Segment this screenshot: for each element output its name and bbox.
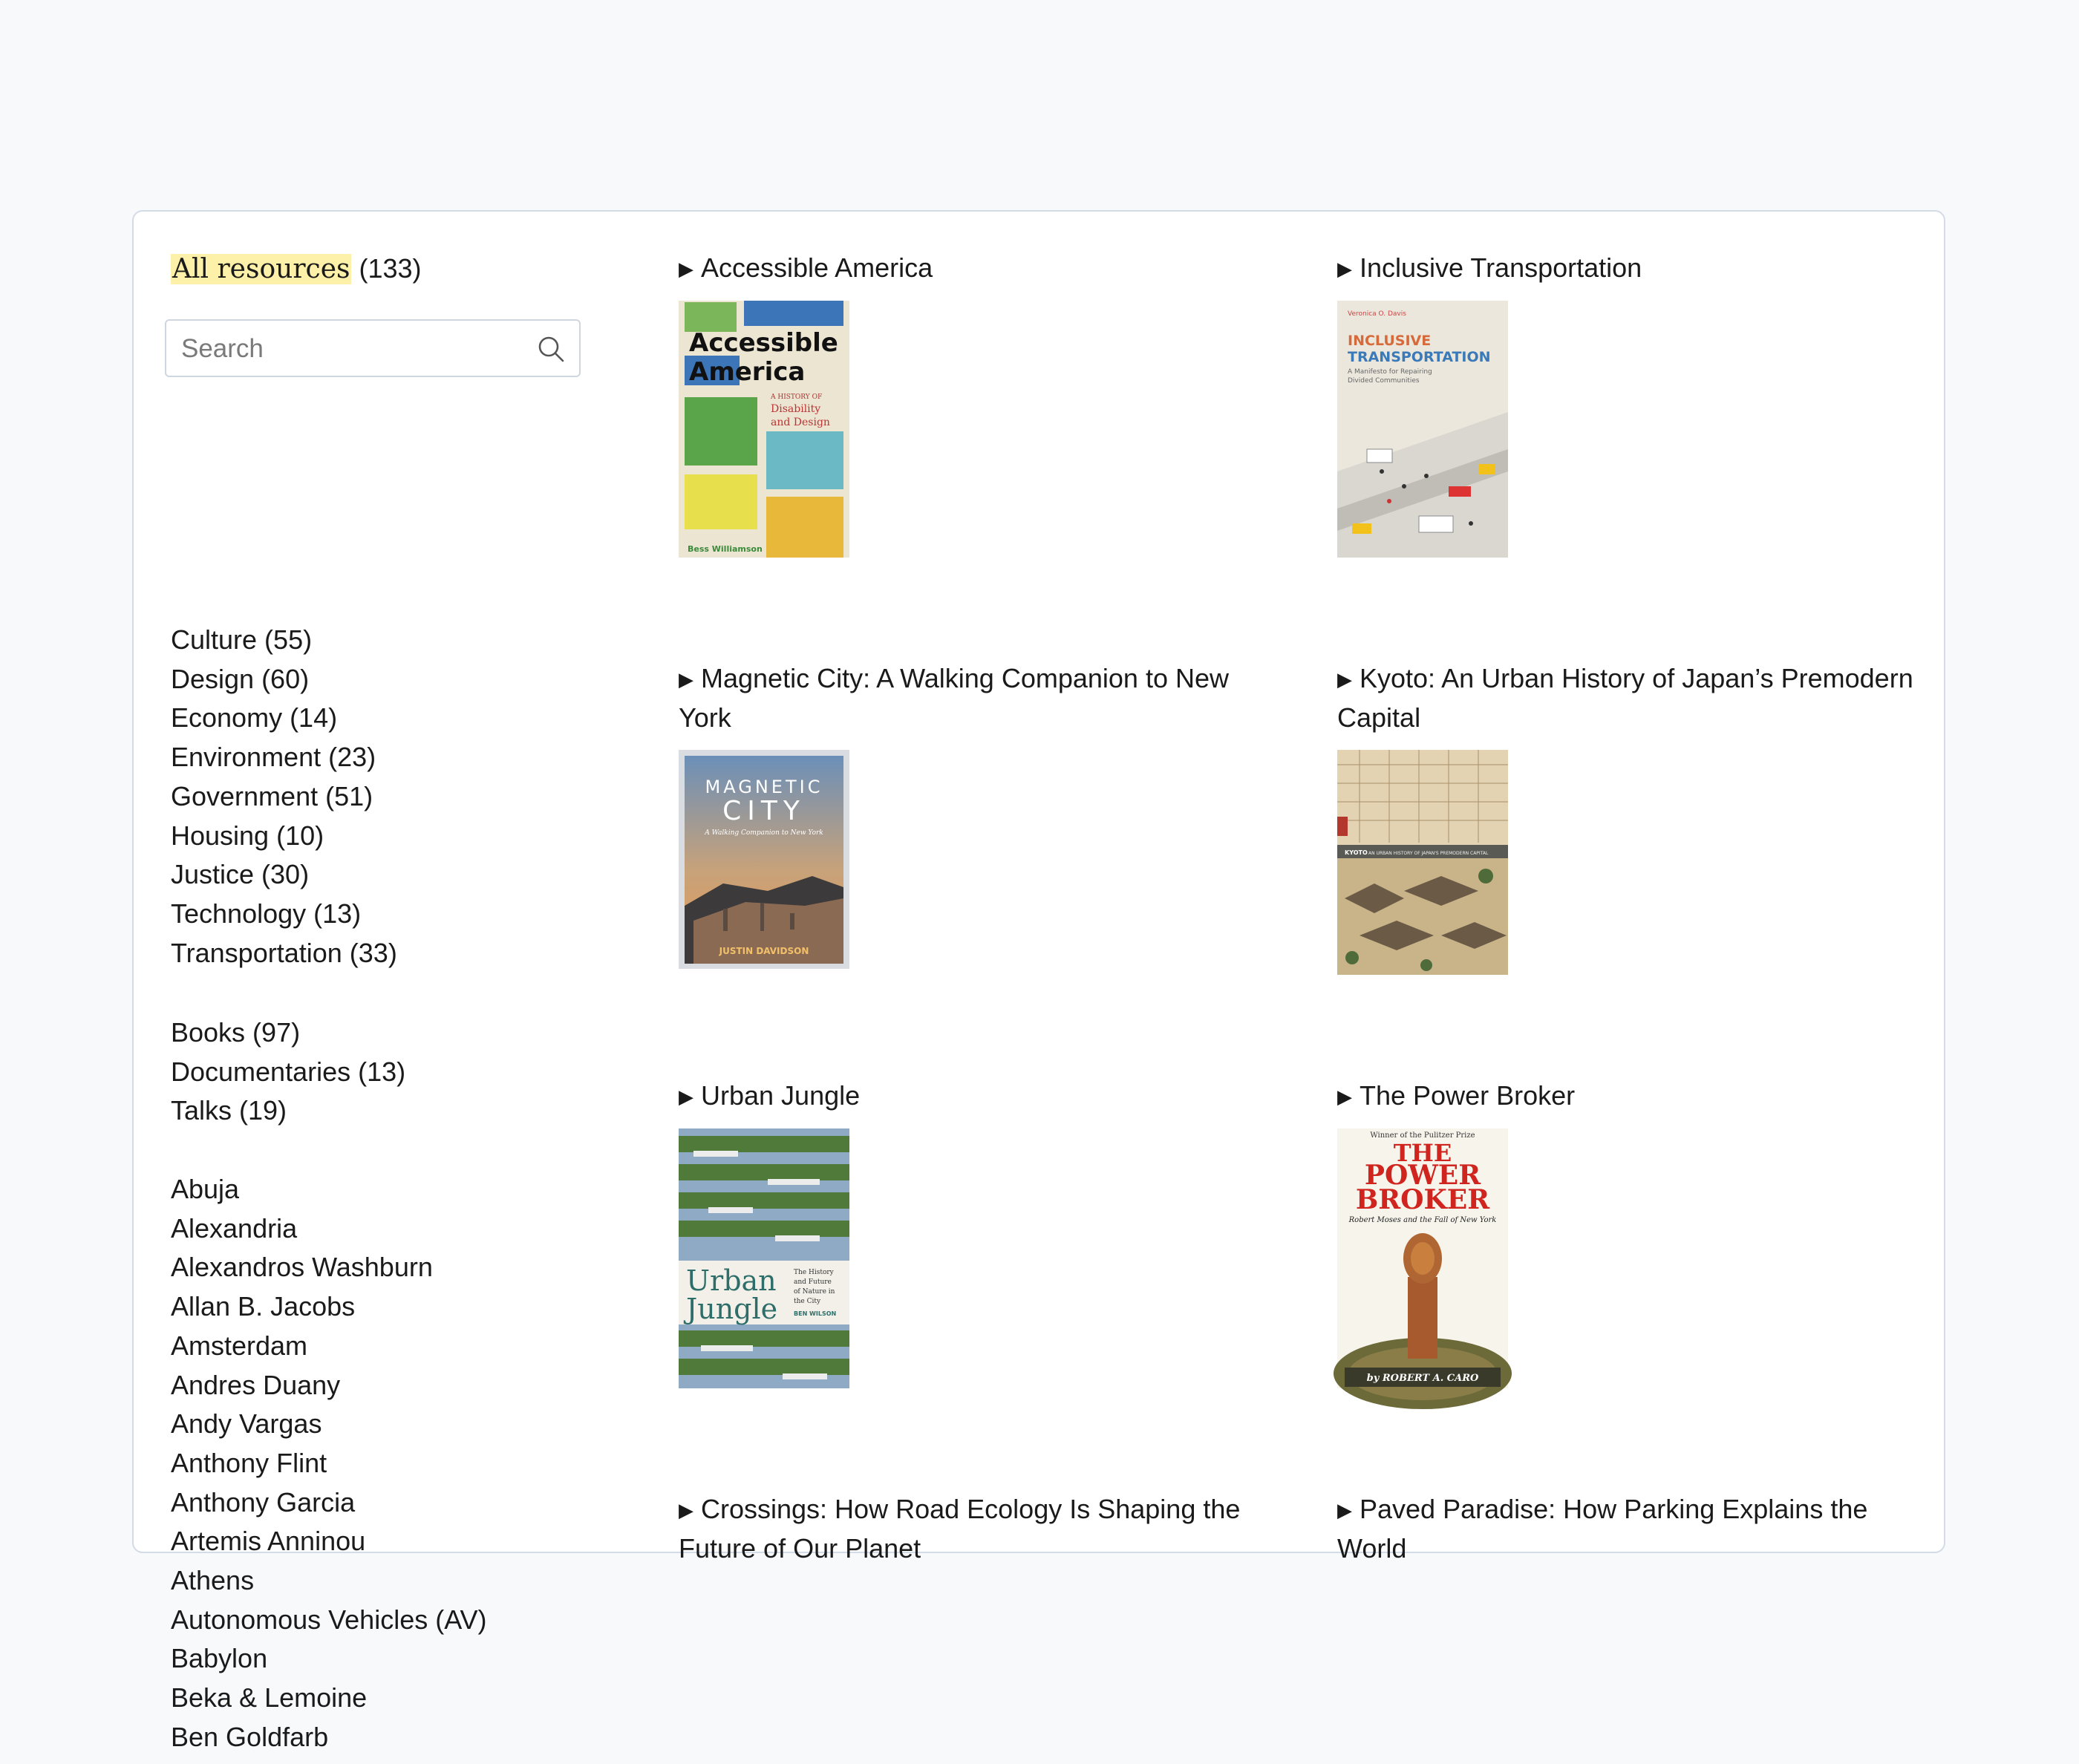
topic-filter-justice[interactable]: Justice (30) — [171, 859, 310, 890]
cover-text: and Future — [794, 1278, 832, 1286]
cover-text: TRANSPORTATION — [1348, 349, 1491, 365]
cover-text: Jungle — [686, 1293, 778, 1325]
resource-card-crossings — [679, 1490, 1273, 1568]
topic-filter-transportation[interactable]: Transportation (33) — [171, 937, 397, 968]
resource-title[interactable]: ▶ Inclusive Transportation — [1337, 249, 1931, 288]
search-box — [165, 319, 581, 377]
cover-text: JUSTIN DAVIDSON — [719, 946, 809, 956]
all-resources-filter[interactable] — [171, 250, 422, 288]
cover-text: BEN WILSON — [794, 1310, 837, 1317]
book-cover-accessible-america[interactable] — [679, 301, 849, 558]
cover-text: Accessible — [689, 328, 838, 358]
cover-text: INCLUSIVE — [1348, 333, 1432, 349]
cover-text: A Manifesto for Repairing — [1348, 368, 1432, 376]
cover-text: Bess Williamson — [688, 544, 763, 554]
tag-filter-item[interactable]: Allan B. Jacobs — [171, 1291, 356, 1322]
cover-text: the City — [794, 1298, 821, 1305]
book-cover-urban-jungle[interactable] — [679, 1128, 849, 1388]
topic-filter-economy[interactable]: Economy (14) — [171, 702, 338, 734]
tag-filter-item[interactable]: Andres Duany — [171, 1369, 341, 1400]
expand-triangle-icon[interactable]: ▶ — [1337, 258, 1352, 280]
cover-text: of Nature in — [794, 1288, 835, 1296]
tag-filter-item[interactable]: Abuja — [171, 1174, 240, 1204]
tag-filter-item[interactable]: Ben Goldfarb — [171, 1721, 329, 1752]
topic-filter-list — [171, 621, 397, 973]
cover-text: POWER — [1364, 1160, 1481, 1191]
cover-text: Winner of the Pulitzer Prize — [1370, 1131, 1475, 1140]
cover-text: THE — [1393, 1139, 1452, 1167]
book-cover-magnetic-city[interactable] — [679, 750, 849, 969]
resource-card-accessible-america — [679, 249, 1273, 554]
resource-title[interactable]: ▶ Crossings: How Road Ecology Is Shaping the Future of Our Planet — [679, 1490, 1273, 1568]
type-filter-talks[interactable]: Talks (19) — [171, 1095, 287, 1126]
search-input[interactable] — [180, 321, 509, 377]
resource-card-the-power-broker — [1337, 1077, 1931, 1384]
cover-text: and Design — [771, 416, 830, 428]
resource-title[interactable]: ▶ Kyoto: An Urban History of Japan’s Premodern Capital — [1337, 659, 1931, 737]
book-cover-inclusive-transportation[interactable] — [1337, 301, 1508, 558]
cover-text: AN URBAN HISTORY OF JAPAN'S PREMODERN CAPITAL — [1368, 851, 1489, 856]
all-resources-label[interactable]: All resources — [172, 254, 350, 284]
tag-filter-item[interactable]: Anthony Garcia — [171, 1486, 356, 1518]
tag-filter-item[interactable]: Alexandros Washburn — [171, 1252, 433, 1283]
type-filter-list — [171, 1013, 405, 1131]
resource-library-card — [132, 210, 1945, 1752]
cover-text: The History — [794, 1269, 834, 1276]
resource-card-urban-jungle — [679, 1077, 1273, 1325]
book-cover-the-power-broker[interactable] — [1337, 1128, 1508, 1388]
cover-text: A HISTORY OF — [771, 393, 823, 401]
tag-filter-item[interactable]: Babylon — [171, 1643, 268, 1674]
expand-triangle-icon[interactable]: ▶ — [679, 1499, 693, 1521]
expand-triangle-icon[interactable]: ▶ — [1337, 1085, 1352, 1108]
resource-title[interactable]: ▶ Accessible America — [679, 249, 1273, 288]
cover-text: KYOTO — [1345, 849, 1368, 856]
cover-text: Veronica O. Davis — [1348, 310, 1406, 318]
cover-text: Disability — [771, 403, 821, 415]
expand-triangle-icon[interactable]: ▶ — [679, 668, 693, 690]
resource-title[interactable]: ▶ Paved Paradise: How Parking Explains the World — [1337, 1490, 1931, 1568]
expand-triangle-icon[interactable]: ▶ — [1337, 1499, 1352, 1521]
tag-filter-list — [171, 1170, 487, 1757]
cover-text: MAGNETIC — [705, 777, 823, 797]
cover-text: Robert Moses and the Fall of New York — [1348, 1216, 1497, 1224]
topic-filter-government[interactable]: Government (51) — [171, 780, 373, 811]
tag-filter-item[interactable]: Anthony Flint — [171, 1447, 327, 1478]
cover-text: by ROBERT A. CARO — [1366, 1373, 1479, 1384]
resource-card-inclusive-transportation — [1337, 249, 1931, 385]
cover-text: A Walking Companion to New York — [705, 829, 823, 837]
cover-text: Divided Communities — [1348, 377, 1420, 385]
resource-title[interactable]: ▶ The Power Broker — [1337, 1077, 1931, 1116]
resource-title[interactable]: ▶ Urban Jungle — [679, 1077, 1273, 1116]
topic-filter-environment[interactable]: Environment (23) — [171, 742, 376, 773]
book-cover-kyoto[interactable] — [1337, 750, 1508, 975]
cover-text: Urban — [686, 1264, 777, 1297]
expand-triangle-icon[interactable]: ▶ — [679, 1085, 693, 1108]
resource-card-kyoto — [1337, 659, 1931, 856]
tag-filter-item[interactable]: Alexandria — [171, 1212, 298, 1244]
resource-title[interactable]: ▶ Magnetic City: A Walking Companion to New York — [679, 659, 1273, 737]
tag-filter-item[interactable]: Amsterdam — [171, 1330, 308, 1361]
expand-triangle-icon[interactable]: ▶ — [679, 258, 693, 280]
topic-filter-housing[interactable]: Housing (10) — [171, 820, 324, 851]
cover-text: BROKER — [1355, 1184, 1490, 1215]
tag-filter-item[interactable]: Andy Vargas — [171, 1408, 322, 1440]
topic-filter-design[interactable]: Design (60) — [171, 663, 310, 694]
search-icon[interactable] — [536, 334, 566, 364]
resource-card-paved-paradise — [1337, 1490, 1931, 1568]
cover-text: America — [689, 357, 806, 387]
topic-filter-culture[interactable]: Culture (55) — [171, 624, 313, 655]
tag-filter-item[interactable]: Beka & Lemoine — [171, 1682, 368, 1714]
tag-filter-item[interactable]: Autonomous Vehicles (AV) — [171, 1604, 487, 1635]
resource-card-magnetic-city — [679, 659, 1273, 956]
type-filter-documentaries[interactable]: Documentaries (13) — [171, 1056, 406, 1087]
tag-filter-item[interactable]: Artemis Anninou — [171, 1526, 366, 1557]
cover-text: CITY — [722, 796, 806, 826]
type-filter-books[interactable]: Books (97) — [171, 1017, 301, 1048]
topic-filter-technology[interactable]: Technology (13) — [171, 898, 362, 929]
expand-triangle-icon[interactable]: ▶ — [1337, 668, 1352, 690]
all-resources-count: (133) — [359, 253, 422, 284]
tag-filter-item[interactable]: Athens — [171, 1565, 255, 1596]
